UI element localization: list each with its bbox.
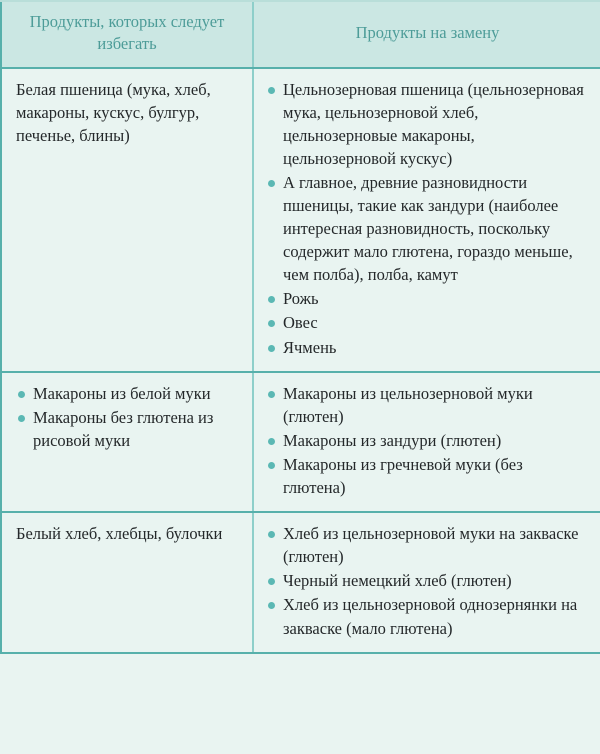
cell-replace-row-1 [253, 68, 600, 372]
list-item [266, 569, 589, 592]
list-item [16, 406, 240, 452]
list-item-text: Макароны из зандури (глютен) [283, 430, 502, 450]
list-item [266, 78, 589, 170]
list-item-text: Цельнозерновая пшеница (цельнозерновая мука, цельнозерновой хлеб, цельнозерновые макароны, цельнозерновой кускус) [283, 79, 584, 168]
list-item-text: Макароны без глютена из рисовой муки [33, 407, 214, 450]
list-item-text: Рожь [283, 289, 319, 309]
cell-avoid-row-3 [1, 512, 253, 652]
cell-avoid-row-1 [1, 68, 253, 372]
list-item-text: Хлеб из цельнозерновой муки на закваске (глютен) [283, 524, 579, 567]
list-item [266, 171, 589, 286]
cell-replace-row-3 [253, 512, 600, 652]
list-item-text: Овес [283, 313, 318, 333]
list-item [266, 593, 589, 639]
list-item-text: Ячмень [283, 337, 337, 357]
list-item-text: Макароны из цельнозерновой муки (глютен) [283, 383, 533, 426]
list-item-text: Хлеб из цельнозерновой однозернянки на закваске (мало глютена) [283, 595, 578, 638]
column-header-foods-to-avoid: Продукты, которых следует избегать [1, 0, 253, 68]
table-body [1, 68, 600, 653]
bullet-list [266, 522, 589, 639]
cell-replace-row-2 [253, 372, 600, 512]
list-item-text: Макароны из белой муки [33, 383, 211, 403]
list-item [266, 287, 589, 310]
table-top-rule [0, 0, 600, 2]
list-item-text: А главное, древние разновидности пшеницы, такие как зандури (наиболее интересная разновидность, поскольку содержит мало глютена, гораздо меньше, чем полба), полба, камут [283, 172, 573, 285]
list-item [266, 382, 589, 428]
list-item [266, 453, 589, 499]
list-item-text: Черный немецкий хлеб (глютен) [283, 571, 512, 591]
list-item [266, 429, 589, 452]
table-row [1, 68, 600, 372]
bullet-list [16, 382, 240, 452]
list-item [16, 382, 240, 405]
column-header-foods-to-replace: Продукты на замену [253, 0, 600, 68]
table-row [1, 512, 600, 652]
list-item-text: Макароны из гречневой муки (без глютена) [283, 454, 523, 498]
cell-paragraph: Белая пшеница (мука, хлеб, макароны, кускус, булгур, печенье, блины) [16, 79, 211, 145]
list-item [266, 522, 589, 568]
list-item [266, 311, 589, 334]
table-row [1, 372, 600, 512]
cell-avoid-row-2 [1, 372, 253, 512]
table-header-row [1, 0, 600, 68]
list-item [266, 336, 589, 359]
table-header [1, 0, 600, 68]
cell-paragraph: Белый хлеб, хлебцы, булочки [16, 524, 223, 544]
bullet-list [266, 78, 589, 359]
bullet-list [266, 382, 589, 499]
